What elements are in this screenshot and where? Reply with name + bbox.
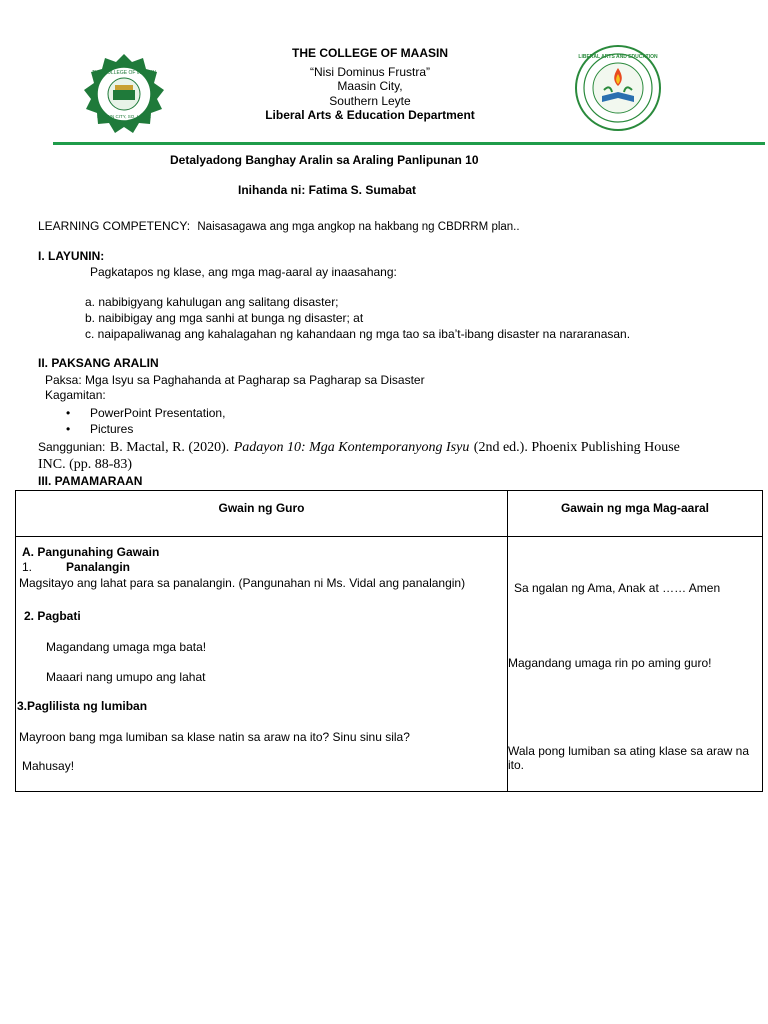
objective-c: c. naipapaliwanag ang kahalagahan ng kahandaan ng mga tao sa iba’t-ibang disaster na nararanasan. (85, 327, 631, 341)
student-response-1: Sa ngalan ng Ama, Anak at …… Amen (514, 581, 721, 595)
student-column-header: Gawain ng mga Mag-aaral (560, 501, 710, 515)
item2-title: 2. Pagbati (24, 609, 81, 623)
right-logo-text: LIBERAL ARTS AND EDUCATION (578, 54, 658, 60)
item2-line1: Magandang umaga mga bata! (46, 640, 207, 654)
item3-title: 3.Paglilista ng lumiban (17, 699, 148, 713)
material-item: • Pictures (90, 422, 133, 437)
pangunahing-gawain-heading: A. Pangunahing Gawain (22, 545, 160, 559)
item1-text: Magsitayo ang lahat para sa panalangin. (Pangunahan ni Ms. Vidal ang panalangin) (19, 576, 466, 590)
section-pamamaraan-heading: III. PAMAMARAAN (38, 474, 143, 488)
layunin-intro: Pagkatapos ng klase, ang mga mag-aaral ay inaasahang: (90, 265, 397, 279)
item3-line1: Mayroon bang mga lumiban sa klase natin sa araw na ito? Sinu sinu sila? (19, 730, 410, 744)
teacher-column-header-cell (16, 491, 508, 537)
school-province: Southern Leyte (329, 94, 411, 108)
school-motto: “Nisi Dominus Frustra” (309, 65, 430, 79)
school-city: Maasin City, (337, 79, 403, 93)
department-logo (574, 44, 662, 132)
objective-a: a. nabibigyang kahulugan ang salitang disaster; (85, 295, 339, 309)
sanggunian-author: B. Mactal, R. (2020). (109, 440, 230, 455)
student-response-3-line2: ito. (508, 758, 525, 772)
material-item: • PowerPoint Presentation, (90, 406, 225, 421)
sanggunian-label: Sanggunian: (38, 440, 106, 454)
item1-title: Panalangin (66, 560, 131, 574)
student-column-header-cell (508, 491, 763, 537)
header-divider (53, 142, 765, 145)
competency-text: Naisasagawa ang mga angkop na hakbang ng CBDRRM plan.. (197, 221, 520, 233)
kagamitan-label: Kagamitan: (45, 388, 106, 402)
department-name: Liberal Arts & Education Department (265, 108, 475, 122)
sanggunian-book-title: Padayon 10: Mga Kontemporanyong Isyu (233, 440, 470, 455)
student-activities-cell (508, 537, 763, 792)
section-layunin-heading: I. LAYUNIN: (38, 249, 105, 263)
competency-label: LEARNING COMPETENCY: (38, 219, 191, 233)
item3-line2: Mahusay! (22, 759, 75, 773)
section-paksang-aralin-heading: II. PAKSANG ARALIN (38, 356, 159, 370)
sanggunian-pages: INC. (pp. 88-83) (38, 457, 133, 472)
paksa: Paksa: Mga Isyu sa Paghahanda at Pagharap sa Pagharap sa Disaster (45, 373, 425, 387)
left-logo-top-text: THE COLLEGE OF MAASIN (92, 70, 156, 76)
item1-number: 1. (22, 560, 33, 574)
prepared-by: Inihanda ni: Fatima S. Sumabat (238, 183, 417, 197)
left-logo-bottom-text: MAASIN CITY, SO. LEYTE (97, 114, 151, 119)
objective-b: b. naibibigay ang mga sanhi at bunga ng disaster; at (85, 311, 364, 325)
school-name: THE COLLEGE OF MAASIN (292, 46, 448, 60)
item2-line2: Maaari nang umupo ang lahat (46, 670, 206, 684)
sanggunian-publisher: (2nd ed.). Phoenix Publishing House (473, 440, 680, 455)
college-seal-logo (80, 52, 168, 140)
sanggunian (38, 438, 680, 456)
student-response-2: Magandang umaga rin po aming guro! (508, 656, 712, 670)
procedure-table (15, 490, 763, 792)
lesson-plan-title: Detalyadong Banghay Aralin sa Araling Panlipunan 10 (170, 153, 479, 167)
teacher-column-header: Gwain ng Guro (218, 501, 305, 515)
learning-competency (38, 219, 520, 235)
student-response-3-line1: Wala pong lumiban sa ating klase sa araw na (508, 744, 750, 758)
teacher-activities-cell (16, 537, 508, 792)
